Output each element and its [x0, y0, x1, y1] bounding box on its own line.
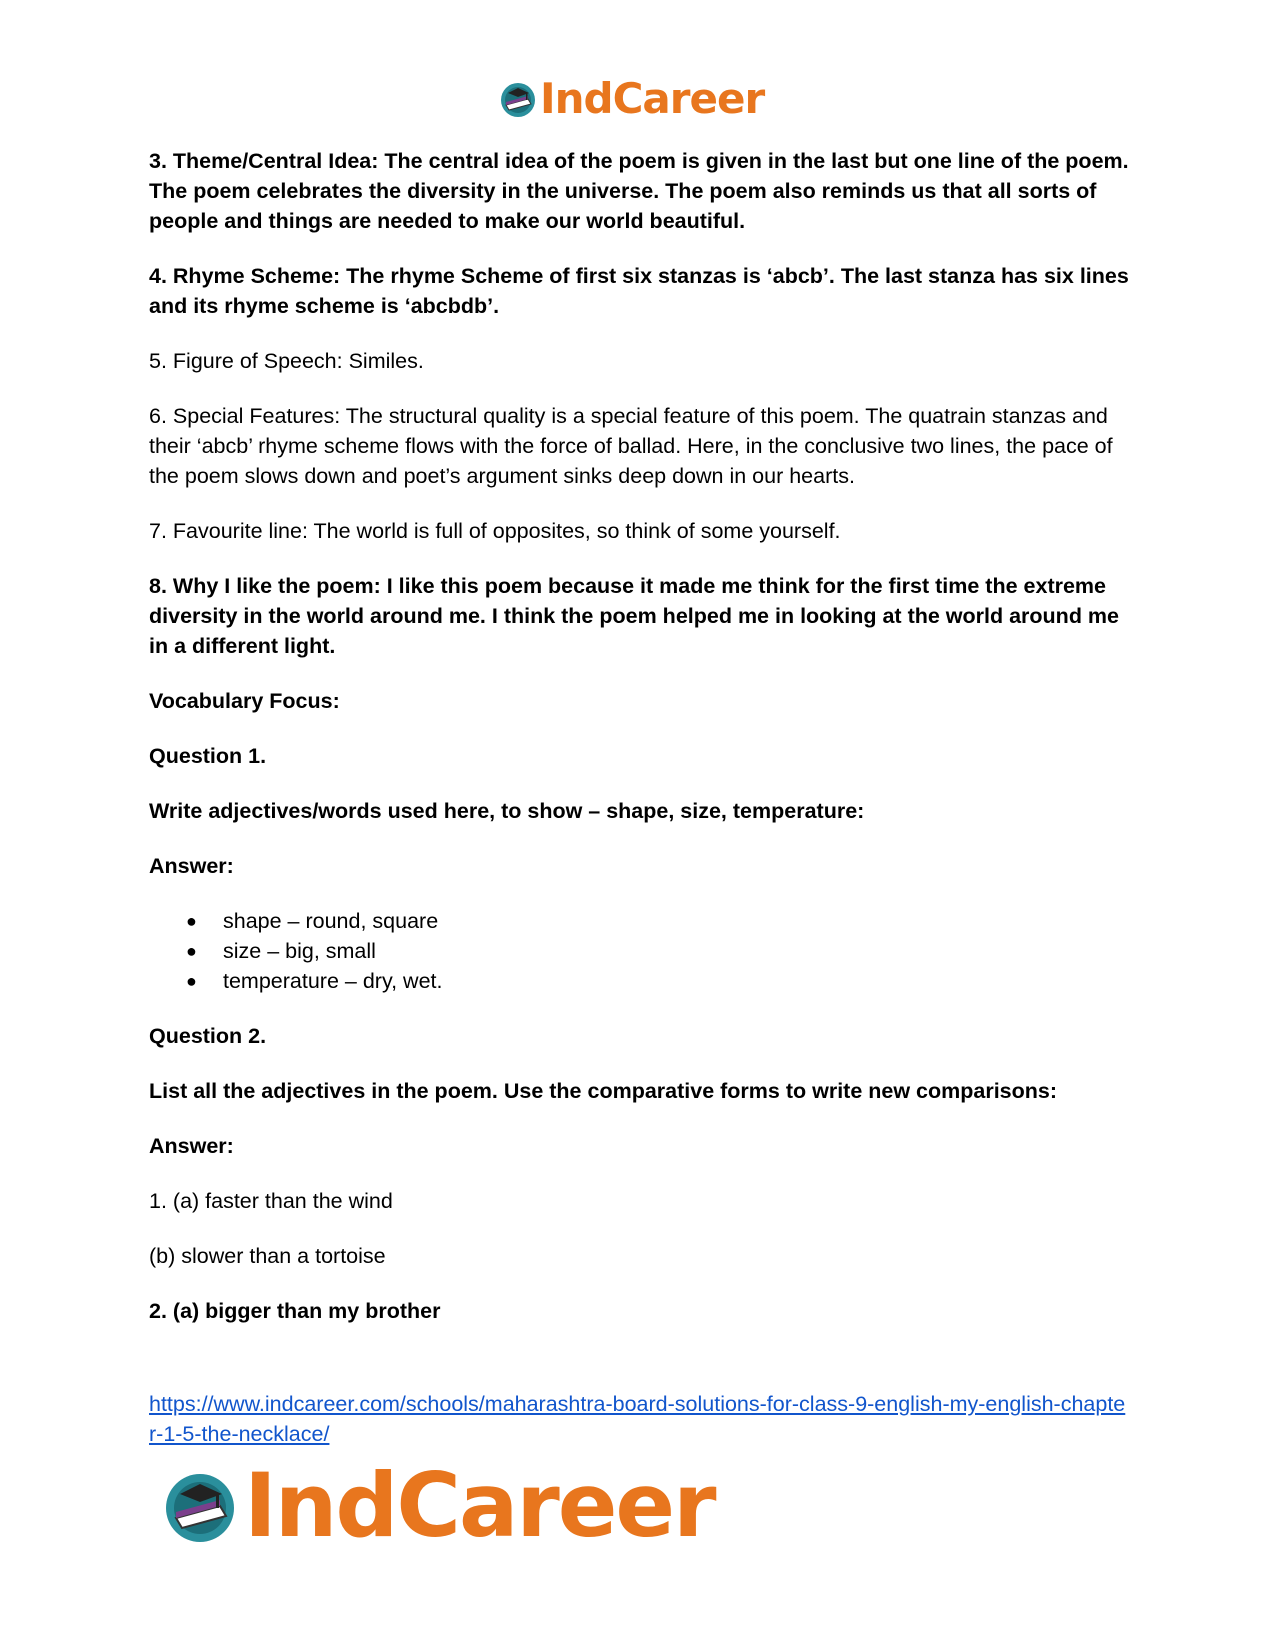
list-item	[149, 936, 1129, 966]
paragraph: 2. (a) bigger than my brother	[149, 1299, 441, 1323]
paragraph: List all the adjectives in the poem. Use the comparative forms to write new comparisons:	[149, 1079, 1058, 1103]
paragraph: 7. Favourite line: The world is full of opposites, so think of some yourself.	[149, 519, 841, 543]
paragraph: 5. Figure of Speech: Similes.	[149, 349, 424, 373]
list-item	[149, 966, 1129, 996]
paragraph: Vocabulary Focus:	[149, 689, 340, 713]
paragraph: 8. Why I like the poem: I like this poem because it made me think for the first time the extreme diversity in the world around me. I think the poem helped me in looking at the world around me in a different light.	[149, 574, 1119, 658]
paragraph: Question 2.	[149, 1024, 267, 1048]
paragraph: Write adjectives/words used here, to show – shape, size, temperature:	[149, 799, 865, 823]
logo-book-icon	[498, 79, 538, 119]
paragraph: Question 1.	[149, 744, 267, 768]
logo-wordmark: IndCareer	[540, 74, 765, 123]
list-item-text: temperature – dry, wet.	[223, 969, 443, 993]
paragraph: 4. Rhyme Scheme: The rhyme Scheme of first six stanzas is ‘abcb’. The last stanza has six lines and its rhyme scheme is ‘abcbdb’.	[149, 264, 1129, 318]
source-link[interactable]: https://www.indcareer.com/schools/maharashtra-board-solutions-for-class-9-english-my-english-chapter-1-5-the-necklace/	[149, 1392, 1126, 1446]
paragraph: Answer:	[149, 854, 234, 878]
paragraph: (b) slower than a tortoise	[149, 1244, 386, 1268]
answer-bullet-list	[149, 906, 1129, 996]
list-item	[149, 906, 1129, 936]
header-logo	[498, 74, 765, 123]
footer-logo	[160, 1454, 715, 1557]
bullet-icon: ●	[186, 911, 197, 931]
paragraph: 3. Theme/Central Idea: The central idea of the poem is given in the last but one line of the poem. The poem celebrates the diversity in the universe. The poem also reminds us that all sorts of people and things are needed to make our world beautiful.	[149, 149, 1129, 233]
paragraph-group	[149, 146, 1129, 881]
logo-book-icon	[160, 1466, 240, 1546]
list-item-text: shape – round, square	[223, 909, 439, 933]
list-item-text: size – big, small	[223, 939, 376, 963]
paragraph: 6. Special Features: The structural quality is a special feature of this poem. The quatrain stanzas and their ‘abcb’ rhyme scheme flows with the force of ballad. Here, in the conclusive two lines, the pace of the poem slows down and poet’s argument sinks deep down in our hearts.	[149, 404, 1113, 488]
logo-wordmark: IndCareer	[244, 1454, 715, 1557]
bullet-icon: ●	[186, 971, 197, 991]
paragraph: Answer:	[149, 1134, 234, 1158]
bullet-icon: ●	[186, 941, 197, 961]
paragraph: 1. (a) faster than the wind	[149, 1189, 393, 1213]
paragraph-group	[149, 1021, 1129, 1326]
document-body	[149, 146, 1129, 1351]
